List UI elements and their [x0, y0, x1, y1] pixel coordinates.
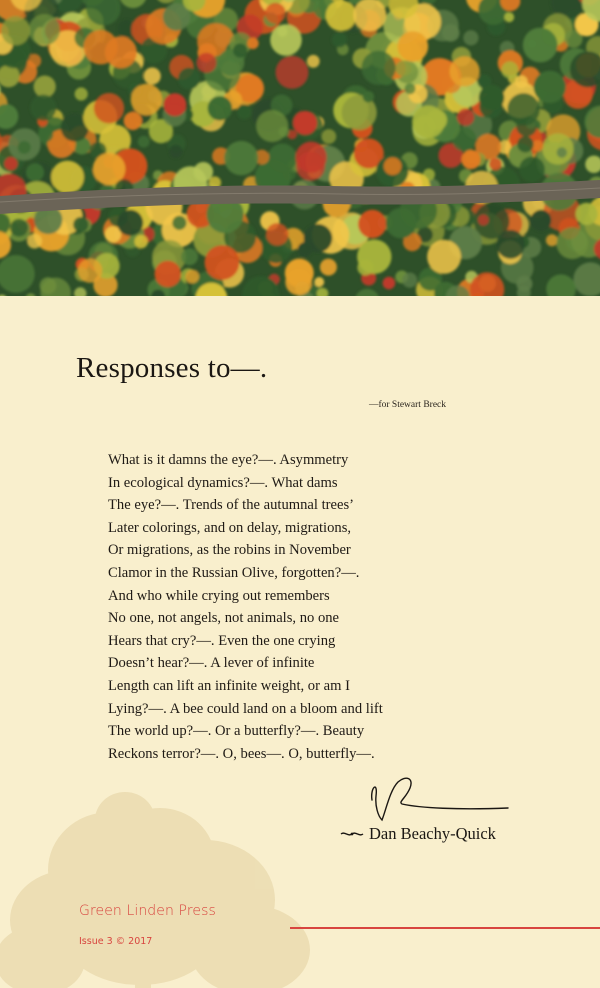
tree-crown — [265, 3, 286, 24]
tree-crown — [496, 230, 525, 259]
tree-crown — [247, 38, 259, 50]
tree-crown — [478, 215, 489, 226]
tree-crown — [517, 136, 533, 152]
author-byline — [340, 824, 496, 844]
tree-crown — [320, 259, 337, 276]
tree-crown — [304, 224, 333, 253]
tree-crown — [362, 51, 396, 85]
tree-crown — [233, 43, 247, 57]
tree-crown — [412, 106, 445, 139]
poem-line: What is it damns the eye?—. Asymmetry — [108, 452, 349, 468]
author-name: Dan Beachy-Quick — [369, 824, 496, 843]
tree-crown — [427, 240, 461, 274]
tree-crown — [75, 87, 88, 100]
tree-crown — [38, 127, 53, 142]
tree-crown — [463, 30, 478, 45]
tree-crown — [78, 258, 102, 282]
tree-crown — [363, 91, 374, 102]
poem-line: Hears that cry?—. Even the one crying — [108, 632, 336, 649]
tree-silhouette-watermark — [0, 790, 320, 988]
tree-crown — [516, 276, 532, 292]
poem-line: Doesn’t hear?—. A lever of infinite — [108, 655, 315, 672]
tree-crown — [34, 76, 56, 98]
tree-crown — [357, 240, 391, 274]
hero-image-autumn-forest — [0, 0, 600, 296]
tree-crown — [178, 68, 200, 90]
tree-crown — [383, 277, 396, 290]
tree-crown — [224, 141, 258, 175]
tree-crown — [321, 129, 336, 144]
issue-info: Issue 3 © 2017 — [79, 936, 153, 947]
poem-title: Responses to—. — [76, 352, 268, 384]
tree-crown — [131, 84, 163, 116]
tree-crown — [479, 95, 502, 118]
tree-crown — [117, 210, 143, 236]
tree-crown — [534, 71, 566, 103]
poem-line: The world up?—. Or a butterfly?—. Beauty — [108, 723, 365, 740]
tree-crown — [181, 248, 198, 265]
tree-crown — [556, 227, 588, 259]
poem-body — [108, 449, 383, 765]
tree-crown — [163, 93, 186, 116]
poem-line: Reckons terror?—. O, bees—. O, butterfly—. — [108, 745, 375, 762]
tree-crown — [29, 14, 60, 45]
tree-crown — [557, 147, 567, 157]
tree-crown — [266, 223, 289, 246]
tree-crown — [504, 12, 514, 22]
poem-line: Or migrations, as the robins in November — [108, 542, 351, 559]
tree-crown — [395, 61, 411, 77]
tree-crown — [405, 83, 416, 94]
tree-crown — [27, 234, 42, 249]
tree-crown — [542, 133, 573, 164]
tree-crown — [30, 95, 56, 121]
tree-crown — [296, 152, 325, 181]
tree-crown — [270, 24, 302, 56]
tree-crown — [398, 31, 429, 62]
tree-crown — [326, 0, 357, 31]
tree-crown — [384, 157, 402, 175]
tree-crown — [519, 157, 545, 183]
tree-crown — [546, 234, 558, 246]
poem-line: And who while crying out remembers — [108, 587, 330, 604]
tree-crown — [40, 277, 57, 294]
tree-crown — [185, 270, 199, 284]
poem-line: Length can lift an infinite weight, or am I — [108, 677, 350, 694]
tree-crown — [144, 68, 161, 85]
press-name: Green Linden Press — [79, 903, 216, 919]
tree-crown — [332, 32, 347, 47]
tree-crown — [237, 105, 252, 120]
tree-crown — [575, 203, 597, 225]
tree-crown — [134, 235, 148, 249]
tree-crown — [489, 158, 502, 171]
tree-crown — [256, 110, 288, 142]
tree-crown — [4, 157, 17, 170]
tree-crown — [461, 150, 480, 169]
tree-crown — [523, 28, 558, 63]
tree-crown — [205, 245, 240, 280]
poem-line: No one, not angels, not animals, no one — [108, 610, 340, 627]
ornament-flourish-icon — [340, 830, 364, 838]
tree-crown — [51, 161, 84, 194]
tree-crown — [285, 269, 312, 296]
tree-crown — [450, 56, 480, 86]
tree-crown — [196, 53, 216, 73]
tree-crown — [276, 56, 309, 89]
poem-line: Lying?—. A bee could land on a bloom and lift — [108, 700, 383, 717]
tree-crown — [169, 145, 182, 158]
tree-crown — [155, 261, 181, 287]
tree-crown — [307, 55, 320, 68]
tree-crown — [84, 30, 118, 64]
tree-crown — [172, 216, 186, 230]
tree-crown — [530, 210, 551, 231]
author-signature — [368, 770, 513, 826]
tree-crown — [138, 136, 150, 148]
tree-crown — [26, 163, 44, 181]
tree-crown — [293, 111, 317, 135]
poem-line: Later colorings, and on delay, migrations, — [108, 519, 352, 536]
poem-line: In ecological dynamics?—. What dams — [108, 474, 338, 491]
tree-crown — [532, 140, 544, 152]
poem-dedication: —for Stewart Breck — [368, 400, 446, 410]
tree-crown — [358, 210, 386, 238]
footer-rule — [290, 927, 600, 929]
tree-crown — [18, 141, 31, 154]
tree-crown — [94, 93, 124, 123]
tree-crown — [124, 112, 142, 130]
tree-crown — [457, 108, 474, 125]
tree-crown — [73, 217, 88, 232]
tree-crown — [10, 219, 28, 237]
tree-crown — [402, 273, 417, 288]
poem-line: Clamor in the Russian Olive, forgotten?—. — [108, 564, 360, 581]
tree-crown — [314, 277, 324, 287]
tree-crown — [507, 93, 540, 126]
tree-crown — [501, 61, 518, 78]
forest-photo — [0, 0, 600, 296]
tree-crown — [208, 96, 233, 121]
poem-line: The eye?—. Trends of the autumnal trees’ — [108, 497, 354, 514]
tree-crown — [1, 16, 30, 45]
